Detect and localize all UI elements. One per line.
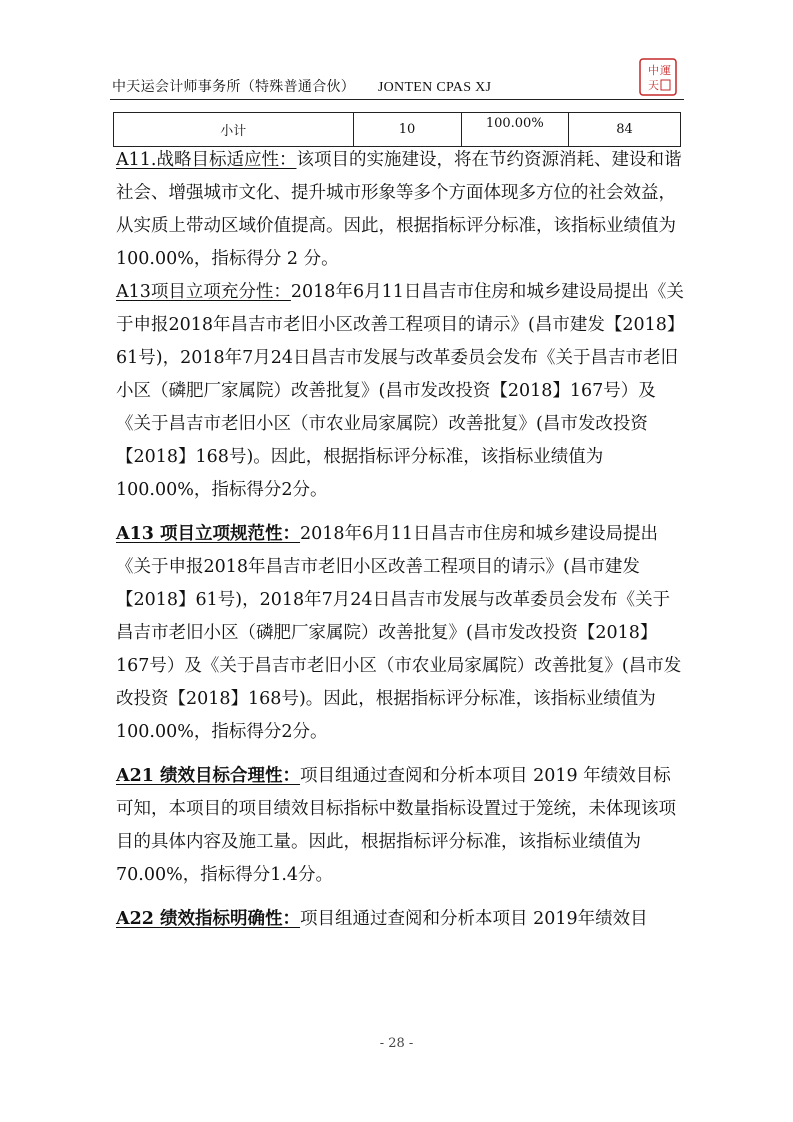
header-divider [110,99,684,100]
paragraph-label: A11.战略目标适应性： [116,150,297,170]
paragraph-a11 [116,144,684,276]
paragraph-a13-standard [116,518,684,749]
paragraph-a13-sufficiency [116,276,684,507]
subtotal-weight-cell: 10 [353,113,461,147]
page-number: - 28 - [379,1036,414,1051]
document-body [116,144,684,936]
paragraph-text: 项目组通过查阅和分析本项目 2019年绩效目 [300,909,648,929]
paragraph-text: 2018年6月11日昌吉市住房和城乡建设局提出《关于申报2018年昌吉市老旧小区改善工程项目的请示》(昌市建发【2018】61号)，2018年7月24日昌吉市发展与改革委员会发布《关于昌吉市老旧小区（磷肥厂家属院）改善批复》(昌市发改投资【2018】167号）及《关于昌吉市老旧小区（市农业局家属院）改善批复》(昌市发改投资【2018】168号)。因此，根据指标评分标准，该指标业绩值为 100.00%，指标得分2分。 [116,524,682,742]
paragraph-a22 [116,903,684,936]
paragraph-label: A13项目立项充分性： [116,282,291,302]
firm-logo [639,58,677,96]
subtotal-score-cell: 84 [569,113,681,147]
svg-text:中: 中 [648,64,659,77]
paragraph-text: 该项目的实施建设，将在节约资源消耗、建设和谐社会、增强城市文化、提升城市形象等多个方面体现多方位的社会效益，从实质上带动区域价值提高。因此，根据指标评分标准，该指标业绩值为 100.00%，指标得分 2 分。 [116,150,682,269]
table-row [114,113,681,147]
firm-name-en: JONTEN CPAS XJ [377,80,492,95]
paragraph-text: 项目组通过查阅和分析本项目 2019 年绩效目标可知，本项目的项目绩效目标指标中数量指标设置过于笼统，未体现该项目的具体内容及施工量。因此，根据指标评分标准，该指标业绩值为70.00%，指标得分1.4分。 [116,766,676,885]
firm-name: 中天运会计师事务所（特殊普通合伙） [112,79,356,95]
svg-text:運: 運 [660,64,671,77]
page-header [112,76,682,96]
paragraph-label: A13 项目立项规范性： [116,524,301,544]
svg-text:天: 天 [648,79,659,92]
subtotal-table [113,112,681,147]
subtotal-label-cell: 小计 [114,113,354,147]
paragraph-a21 [116,760,684,892]
paragraph-text: 2018年6月11日昌吉市住房和城乡建设局提出《关于申报2018年昌吉市老旧小区改善工程项目的请示》(昌市建发【2018】61号)，2018年7月24日昌吉市发展与改革委员会发布《关于昌吉市老旧小区（磷肥厂家属院）改善批复》(昌市发改投资【2018】167号）及《关于昌吉市老旧小区（市农业局家属院）改善批复》(昌市发改投资【2018】168号)。因此，根据指标评分标准，该指标业绩值为 100.00%，指标得分2分。 [116,282,684,500]
subtotal-rate-cell: 100.00% [461,113,568,147]
paragraph-label: A22 绩效指标明确性： [116,909,301,929]
paragraph-label: A21 绩效目标合理性： [116,766,301,786]
